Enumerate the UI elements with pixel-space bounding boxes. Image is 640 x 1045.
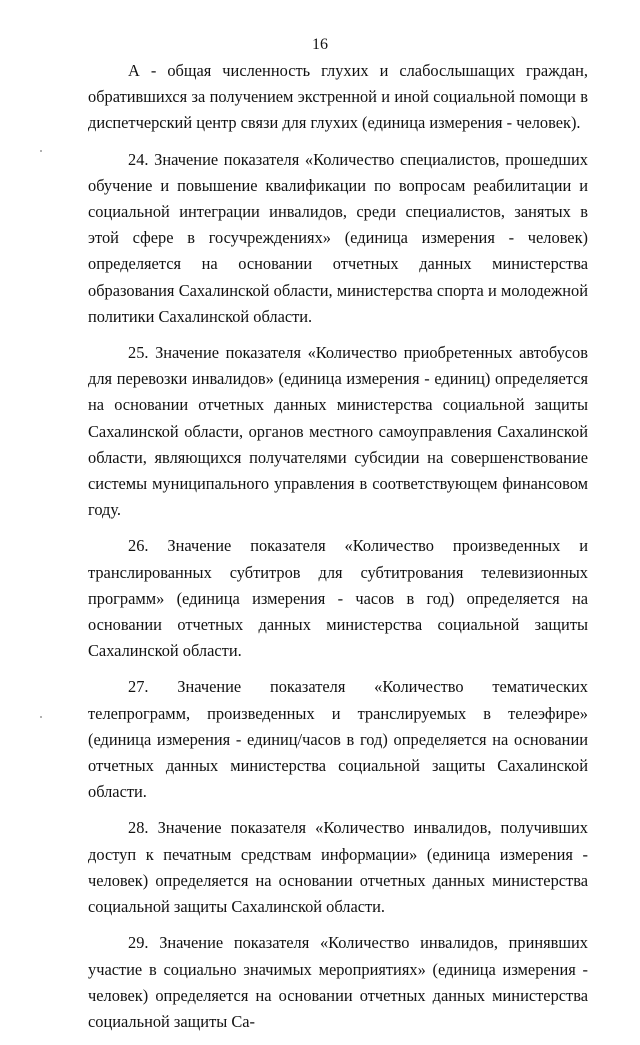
page-number: 16: [312, 36, 328, 53]
scan-speck: [40, 716, 42, 718]
paragraph-item-28: 28. Значение показателя «Количество инвалидов, получивших доступ к печатным средствам информации» (единица измерения - человек) определяется на основании отчетных данных министерства социальной защиты Сахалинской области.: [88, 818, 588, 917]
paragraph-item-25: 25. Значение показателя «Количество приобретенных автобусов для перевозки инвалидов» (единица измерения - единиц) определяется на основании отчетных данных министерства социальной защиты Сахалинской области, органов местного самоуправления Сахалинской области, являющихся получателями субсидии на совершенствование системы муниципального управления в соответствующем финансовом году.: [88, 343, 588, 520]
paragraph-item-24: 24. Значение показателя «Количество специалистов, прошедших обучение и повышение квалификации по вопросам реабилитации и социальной интеграции инвалидов, среди специалистов, занятых в этой сфере в госучреждениях» (единица измерения - человек) определяется на основании отчетных данных министерства образования Сахалинской области, министерства спорта и молодежной политики Сахалинской области.: [88, 149, 588, 326]
paragraph-item-27: 27. Значение показателя «Количество тематических телепрограмм, произведенных и транслируемых в телеэфире» (единица измерения - единиц/часов в год) определяется на основании отчетных данных министерства социальной защиты Сахалинской области.: [88, 677, 588, 802]
scan-speck: [40, 150, 42, 152]
paragraph-item-29: 29. Значение показателя «Количество инвалидов, принявших участие в социально значимых мероприятиях» (единица измерения - человек) определяется на основании отчетных данных министерства социальной защиты Са-: [88, 933, 588, 1031]
paragraph-formula-definition: А - общая численность глухих и слабослышащих граждан, обратившихся за получением экстренной и иной социальной помощи в диспетчерский центр связи для глухих (единица измерения - человек).: [88, 61, 588, 133]
paragraph-item-26: 26. Значение показателя «Количество произведенных и транслированных субтитров для субтитрования телевизионных программ» (единица измерения - часов в год) определяется на основании отчетных данных министерства социальной защиты Сахалинской области.: [88, 536, 588, 661]
document-body: [88, 58, 588, 1045]
